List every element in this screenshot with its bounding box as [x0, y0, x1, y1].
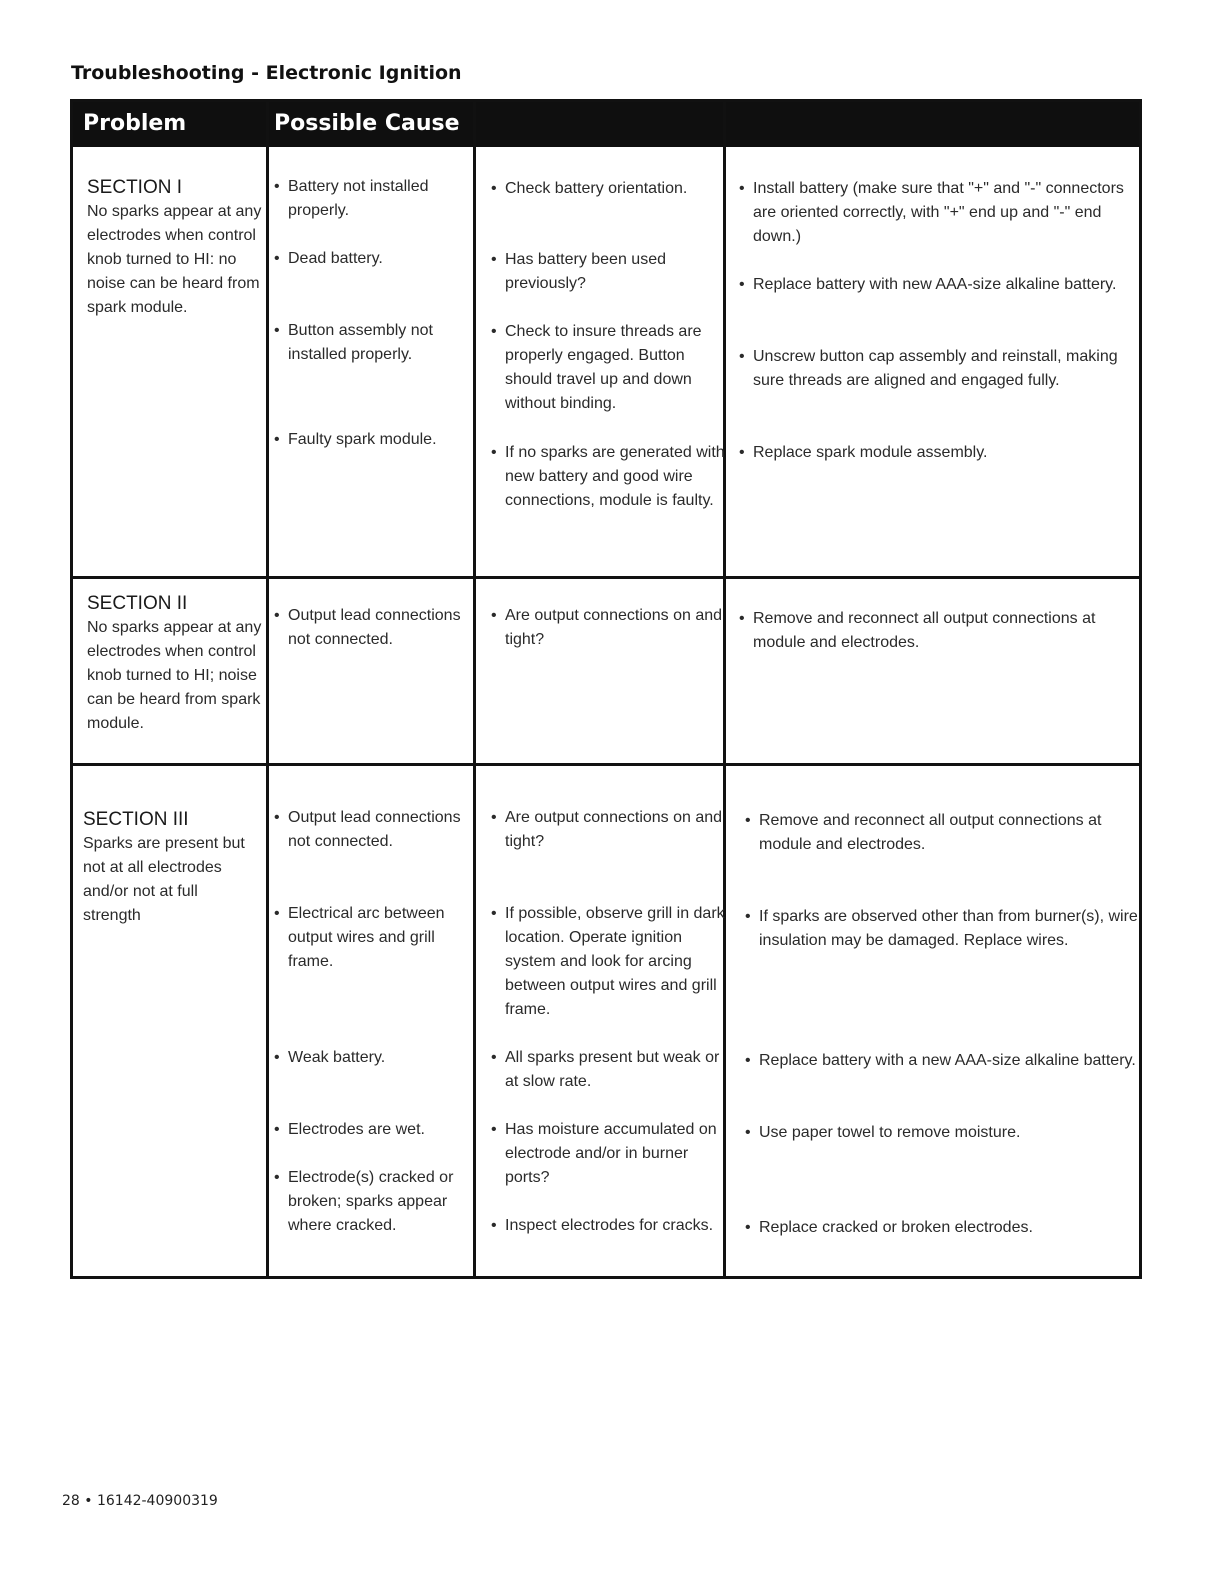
- remedy-item: • Use paper towel to remove moisture.: [745, 1121, 1149, 1145]
- column-divider: [473, 102, 476, 1276]
- cause-item: • Weak battery.: [274, 1046, 483, 1070]
- section-description: Sparks are present but not at all electrodes and/or not at full strength: [83, 835, 245, 924]
- check-item: • Check to insure threads are properly engaged. Button should travel up and down without binding.: [491, 320, 733, 416]
- check-item: • All sparks present but weak or at slow rate.: [491, 1046, 733, 1094]
- section-title: SECTION I: [87, 177, 183, 198]
- cause-item: • Output lead connections not connected.: [274, 604, 478, 652]
- page-footer: 28 • 16142-40900319: [62, 1493, 218, 1509]
- check-item: • Check battery orientation.: [491, 177, 733, 201]
- section-title: SECTION III: [83, 809, 189, 830]
- cause-item: • Electrodes are wet.: [274, 1118, 483, 1142]
- remedy-item: • Install battery (make sure that "+" and "-" connectors are oriented correctly, with "+" end up and "-" end down.): [739, 177, 1149, 249]
- section-1-problem: [87, 176, 262, 320]
- section-3-problem: [83, 808, 258, 928]
- cause-item: • Dead battery.: [274, 247, 478, 271]
- row-divider: [73, 763, 1139, 766]
- cause-item: • Battery not installed properly.: [274, 175, 478, 223]
- remedy-item: • Replace battery with new AAA-size alkaline battery.: [739, 273, 1149, 297]
- check-item: • Are output connections on and tight?: [491, 806, 733, 854]
- remedy-item: • Replace cracked or broken electrodes.: [745, 1216, 1149, 1240]
- remedy-item: • Replace spark module assembly.: [739, 441, 1149, 465]
- table-header-row: [73, 102, 1139, 147]
- header-possible-cause: Possible Cause: [274, 111, 460, 136]
- remedy-item: • Remove and reconnect all output connections at module and electrodes.: [739, 607, 1149, 655]
- column-divider: [266, 102, 269, 1276]
- section-description: No sparks appear at any electrodes when control knob turned to HI; noise can be heard from spark module.: [87, 619, 262, 732]
- remedy-item: • Remove and reconnect all output connections at module and electrodes.: [745, 809, 1149, 857]
- header-problem: Problem: [83, 111, 187, 136]
- check-item: • Has moisture accumulated on electrode and/or in burner ports?: [491, 1118, 733, 1190]
- check-item: • Has battery been used previously?: [491, 248, 733, 296]
- remedy-item: • If sparks are observed other than from burner(s), wire insulation may be damaged. Replace wires.: [745, 905, 1149, 953]
- section-title: SECTION II: [87, 593, 188, 614]
- cause-item: • Electrical arc between output wires and grill frame.: [274, 902, 483, 974]
- remedy-item: • Unscrew button cap assembly and reinstall, making sure threads are aligned and engaged fully.: [739, 345, 1149, 393]
- row-divider: [73, 576, 1139, 579]
- troubleshooting-table: [70, 99, 1142, 1279]
- check-item: • If no sparks are generated with new battery and good wire connections, module is faulty.: [491, 441, 733, 513]
- cause-item: • Button assembly not installed properly.: [274, 319, 478, 367]
- cause-item: • Faulty spark module.: [274, 428, 478, 452]
- check-item: • Inspect electrodes for cracks.: [491, 1214, 733, 1238]
- section-2-problem: [87, 592, 262, 736]
- section-description: No sparks appear at any electrodes when control knob turned to HI: no noise can be heard from spark module.: [87, 203, 262, 316]
- cause-item: • Electrode(s) cracked or broken; sparks appear where cracked.: [274, 1166, 483, 1238]
- page-title: Troubleshooting - Electronic Ignition: [71, 62, 462, 84]
- cause-item: • Output lead connections not connected.: [274, 806, 483, 854]
- check-item: • If possible, observe grill in dark location. Operate ignition system and look for arcing between output wires and grill frame.: [491, 902, 733, 1022]
- check-item: • Are output connections on and tight?: [491, 604, 733, 652]
- remedy-item: • Replace battery with a new AAA-size alkaline battery.: [745, 1049, 1149, 1073]
